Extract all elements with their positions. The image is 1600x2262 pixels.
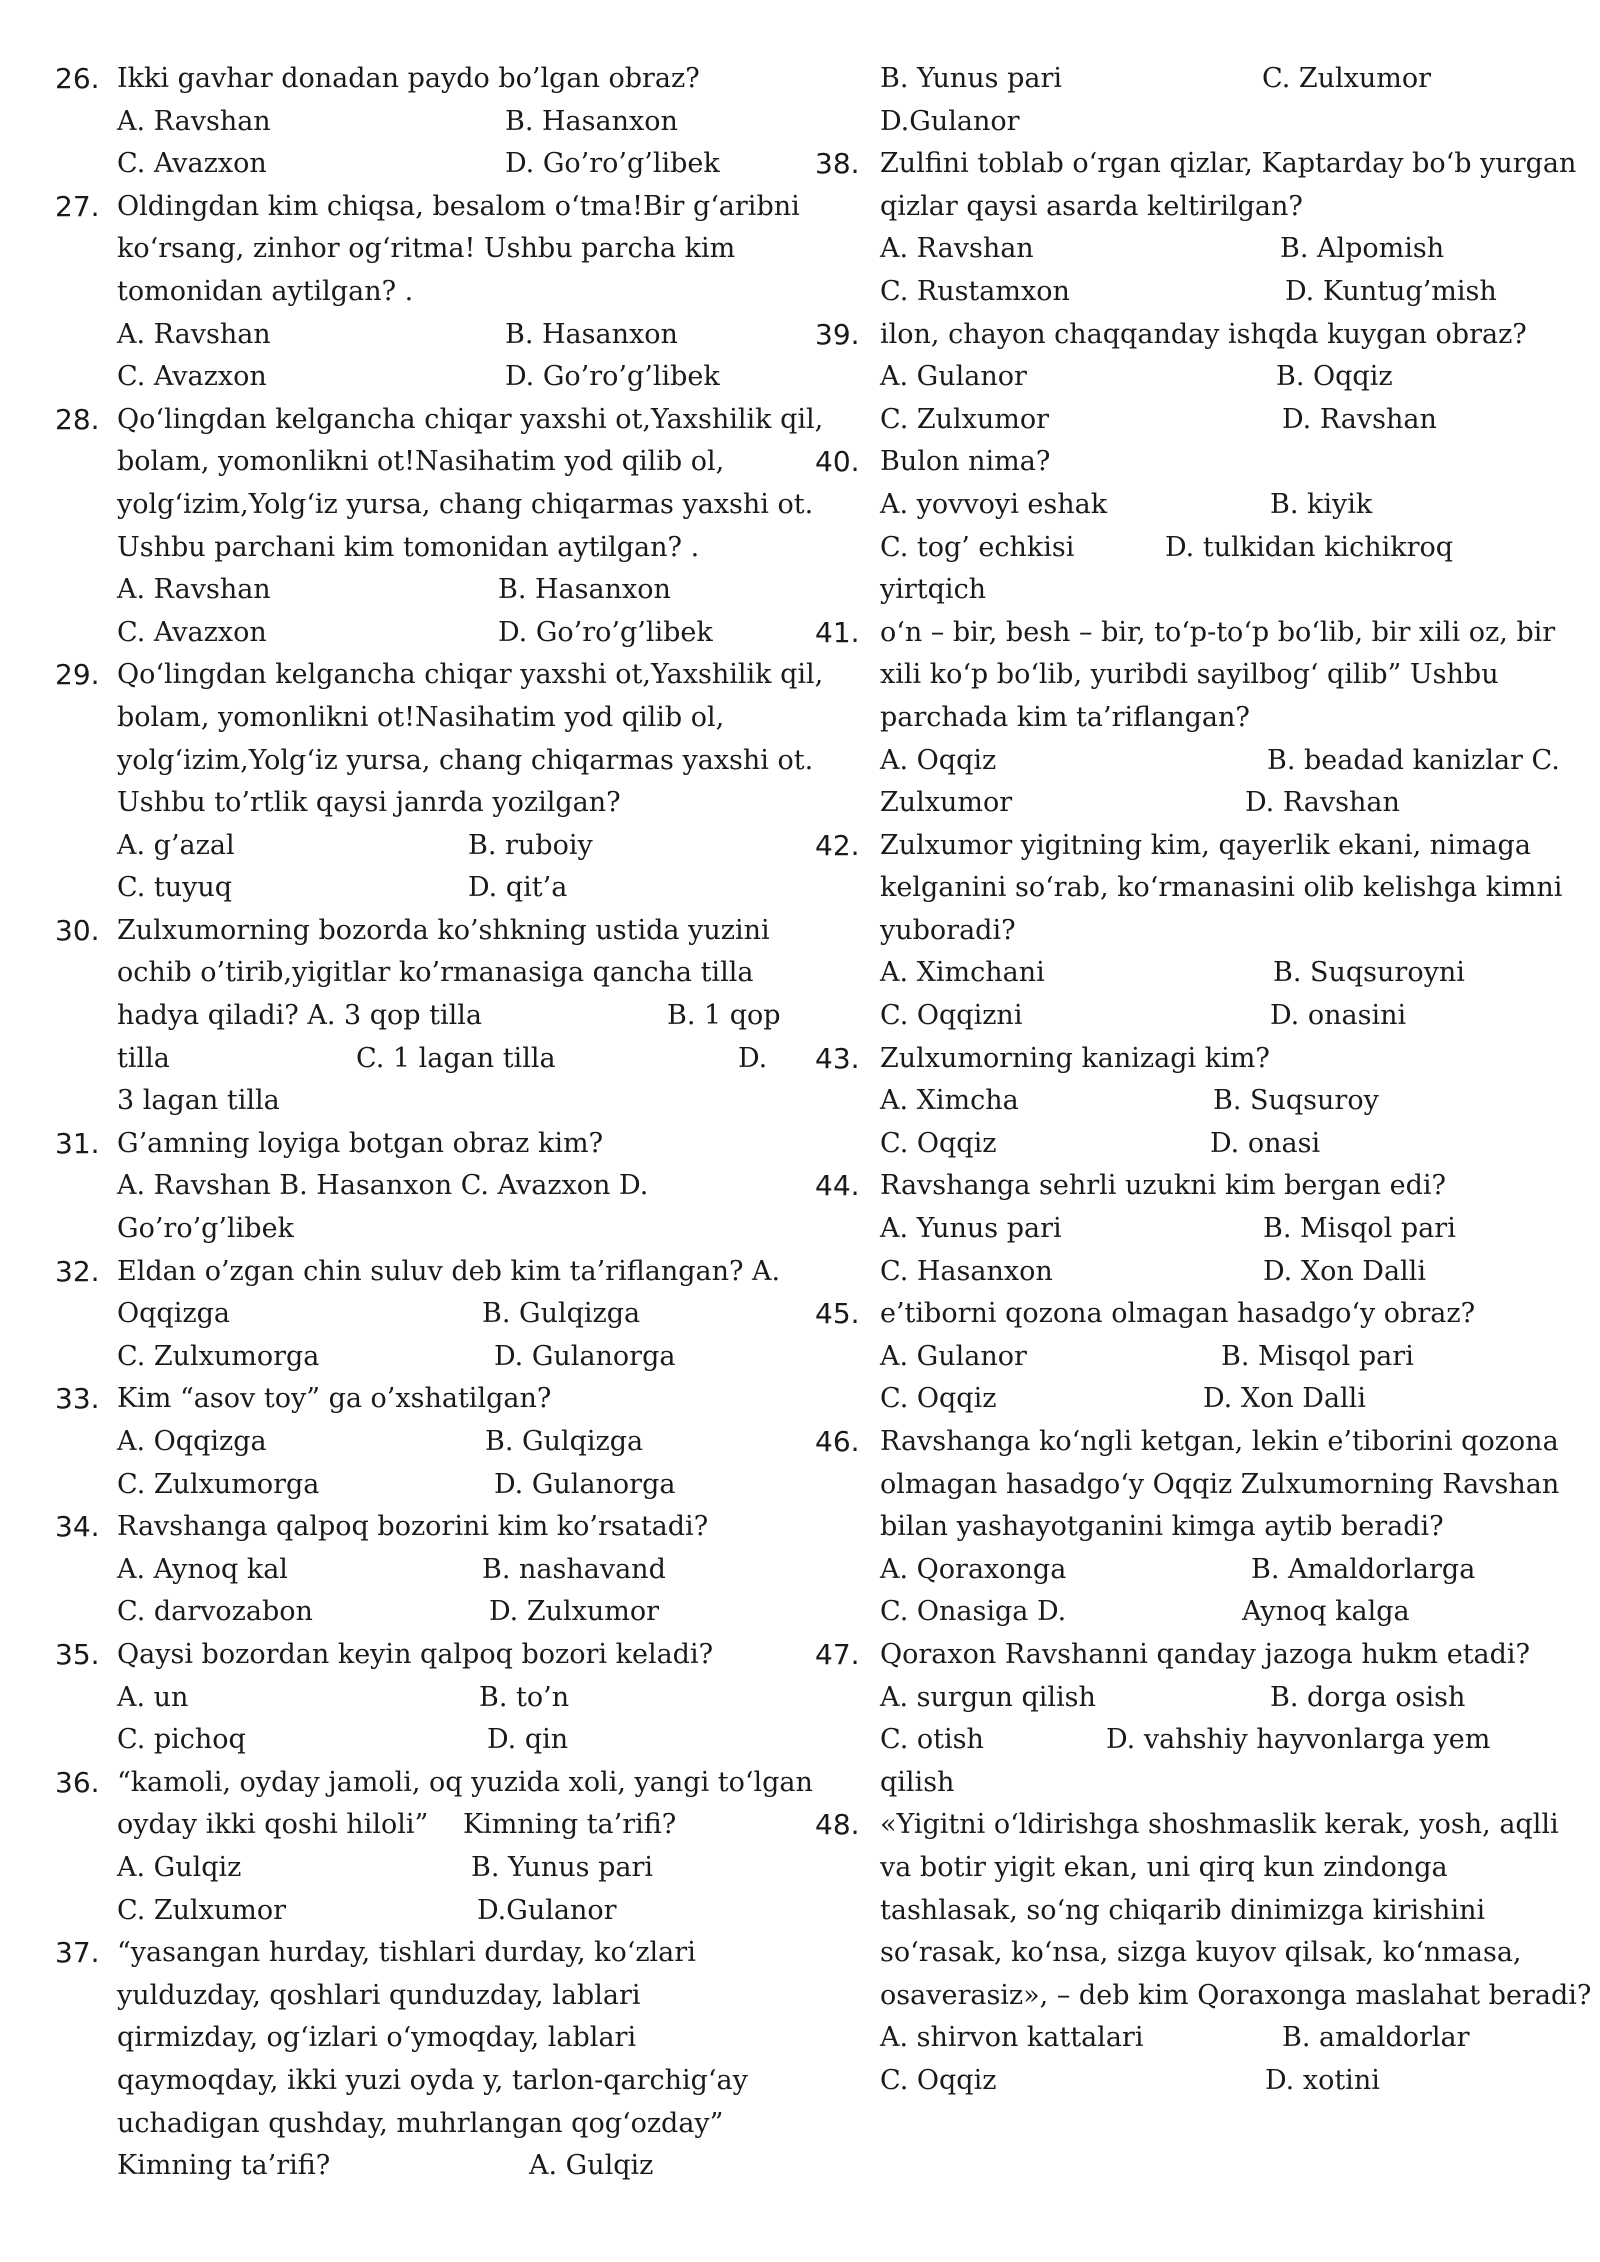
line-text: 3 lagan tilla xyxy=(117,1085,280,1117)
question-line xyxy=(55,1932,785,1975)
option-text: B. Gulqizga xyxy=(482,1298,641,1330)
text-line xyxy=(815,1847,1560,1890)
line-text: Zulxumorning bozorda ko’shkning ustida yuzini xyxy=(117,914,770,946)
question-line xyxy=(55,1506,785,1549)
line-text: olmagan hasadgo‘y Oqqiz Zulxumorning Ravshan xyxy=(880,1468,1560,1500)
question-number: 37. xyxy=(55,1936,100,1970)
line-text: Zulxumorning kanizagi kim? xyxy=(880,1042,1270,1074)
line-text: A. Ravshan xyxy=(880,233,1034,265)
text-line xyxy=(815,910,1560,953)
text-line xyxy=(815,1378,1560,1421)
text-line xyxy=(815,1932,1560,1975)
text-line xyxy=(55,2060,785,2103)
option-text: B. Misqol pari xyxy=(1221,1340,1414,1372)
line-text: C. tuyuq xyxy=(117,872,233,904)
text-line xyxy=(815,1591,1560,1634)
text-line xyxy=(815,186,1560,229)
line-text: bolam, yomonlikni ot!Nasihatim yod qilib ol, xyxy=(117,446,725,478)
option-text: D. xotini xyxy=(1265,2064,1380,2096)
option-text: B. Alpomish xyxy=(1280,233,1445,265)
text-line xyxy=(55,1975,785,2018)
line-text: A. Gulanor xyxy=(880,1340,1027,1372)
line-text: A. Yunus pari xyxy=(880,1213,1062,1245)
text-line xyxy=(815,271,1560,314)
line-text: qaymoqday, ikki yuzi oyda y, tarlon-qarchig‘ay xyxy=(117,2064,748,2096)
question-number: 35. xyxy=(55,1637,100,1671)
line-text: A. Ximcha xyxy=(880,1085,1019,1117)
line-text: Ushbu parchani kim tomonidan aytilgan? . xyxy=(117,531,700,563)
question-number: 27. xyxy=(55,189,100,223)
line-text: C. Avazxon xyxy=(117,616,267,648)
text-line xyxy=(55,1421,785,1464)
line-text: Qaysi bozordan keyin qalpoq bozori keladi? xyxy=(117,1638,714,1670)
option-text: C. 1 lagan tilla xyxy=(356,1042,556,1074)
text-line xyxy=(55,314,785,357)
text-line xyxy=(815,1549,1560,1592)
line-text: yulduzday, qoshlari qunduzday, lablari xyxy=(117,1979,641,2011)
question-number: 41. xyxy=(815,615,860,649)
line-text: A. un xyxy=(117,1681,189,1713)
line-text: C. Oqqiz xyxy=(880,2064,997,2096)
question-number: 33. xyxy=(55,1382,100,1416)
line-text: Bulon nima? xyxy=(880,446,1051,478)
line-text: C. Onasiga D. xyxy=(880,1596,1067,1628)
text-line xyxy=(55,952,785,995)
line-text: ochib o’tirib,yigitlar ko’rmanasiga qancha tilla xyxy=(117,957,754,989)
question-line xyxy=(815,825,1560,868)
line-text: Oldingdan kim chiqsa, besalom o‘tma!Bir g‘aribni xyxy=(117,190,800,222)
line-text: yolg‘izim,Yolg‘iz yursa, chang chiqarmas yaxshi ot. xyxy=(117,744,814,776)
text-line xyxy=(55,1804,785,1847)
option-text: B. kiyik xyxy=(1270,488,1373,520)
line-text: C. Oqqizni xyxy=(880,1000,1023,1032)
option-text: D. Go’ro’g’libek xyxy=(505,148,720,180)
question-number: 29. xyxy=(55,658,100,692)
option-text: D. vahshiy hayvonlarga yem xyxy=(1106,1724,1491,1756)
line-text: A. Ravshan B. Hasanxon C. Avazxon D. xyxy=(117,1170,649,1202)
left-column xyxy=(55,58,824,2188)
line-text: C. Zulxumorga xyxy=(117,1468,320,1500)
text-line xyxy=(815,654,1560,697)
option-text: D. onasini xyxy=(1270,1000,1407,1032)
question-number: 39. xyxy=(815,317,860,351)
question-line xyxy=(55,1762,813,1805)
text-line xyxy=(815,952,1560,995)
question-number: 42. xyxy=(815,828,860,862)
line-text: A. Ravshan xyxy=(117,105,271,137)
text-line xyxy=(55,612,785,655)
question-line xyxy=(815,314,1560,357)
line-text: va botir yigit ekan, uni qirq kun zindonga xyxy=(880,1851,1448,1883)
line-text: qirmizday, og‘izlari o‘ymoqday, lablari xyxy=(117,2022,637,2054)
text-line xyxy=(815,1677,1560,1720)
option-text: B. Suqsuroyni xyxy=(1273,957,1465,989)
line-text: parchada kim ta’riflangan? xyxy=(880,701,1250,733)
question-line xyxy=(815,1038,1560,1081)
line-text: Zulxumor xyxy=(880,787,1013,819)
question-line xyxy=(55,654,824,697)
question-number: 44. xyxy=(815,1169,860,1203)
line-text: C. tog’ echkisi xyxy=(880,531,1075,563)
text-line xyxy=(815,101,1560,144)
line-text: C. Zulxumor xyxy=(880,403,1050,435)
question-line xyxy=(55,1634,785,1677)
option-text: B. Amaldorlarga xyxy=(1251,1553,1476,1585)
line-text: ilon, chayon chaqqanday ishqda kuygan obraz? xyxy=(880,318,1527,350)
line-text: o‘n – bir, besh – bir, to‘p-to‘p bo‘lib, bir xili oz, bir xyxy=(880,616,1556,648)
text-line xyxy=(815,228,1560,271)
line-text: C. darvozabon xyxy=(117,1596,313,1628)
option-text: B. Misqol pari xyxy=(1263,1213,1456,1245)
line-text: Ravshanga qalpoq bozorini kim ko’rsatadi? xyxy=(117,1511,709,1543)
text-line xyxy=(815,995,1560,1038)
option-text: B. Hasanxon xyxy=(505,105,678,137)
line-text: hadya qiladi? A. 3 qop tilla xyxy=(117,1000,483,1032)
text-line xyxy=(55,527,785,570)
line-text: osaverasiz», – deb kim Qoraxonga maslahat beradi? xyxy=(880,1979,1592,2011)
question-line xyxy=(815,441,1560,484)
line-text: A. g’azal xyxy=(117,829,235,861)
question-line xyxy=(815,1634,1560,1677)
option-text: Kimning ta’rifi? xyxy=(463,1809,677,1841)
text-line xyxy=(815,484,1560,527)
question-number: 36. xyxy=(55,1765,100,1799)
option-text: D. Gulanorga xyxy=(494,1340,676,1372)
line-text: A. Ximchani xyxy=(880,957,1045,989)
option-text: A. Gulqiz xyxy=(529,2150,654,2182)
text-line xyxy=(815,1208,1560,1251)
question-line xyxy=(815,1421,1560,1464)
line-text: tilla xyxy=(117,1042,170,1074)
option-text: D. Xon Dalli xyxy=(1203,1383,1366,1415)
option-text: D. xyxy=(738,1042,768,1074)
text-line xyxy=(815,2017,1560,2060)
option-text: B. dorga osish xyxy=(1270,1681,1466,1713)
line-text: kelganini so‘rab, ko‘rmanasini olib kelishga kimni xyxy=(880,872,1563,904)
text-line xyxy=(815,1719,1560,1762)
text-line xyxy=(55,825,785,868)
line-text: yuboradi? xyxy=(880,914,1016,946)
text-line xyxy=(55,484,814,527)
text-line xyxy=(815,569,1560,612)
line-text: Ravshanga sehrli uzukni kim bergan edi? xyxy=(880,1170,1447,1202)
line-text: xili ko‘p bo‘lib, yuribdi sayilbog‘ qilib” Ushbu xyxy=(880,659,1499,691)
question-number: 30. xyxy=(55,913,100,947)
line-text: A. Aynoq kal xyxy=(117,1553,288,1585)
text-line xyxy=(55,867,785,910)
text-line xyxy=(55,1464,785,1507)
option-text: B. Hasanxon xyxy=(498,574,671,606)
line-text: D.Gulanor xyxy=(880,105,1020,137)
text-line xyxy=(55,441,785,484)
question-line xyxy=(55,1251,785,1294)
question-line xyxy=(815,1165,1560,1208)
line-text: A. Gulqiz xyxy=(117,1851,242,1883)
line-text: A. Ravshan xyxy=(117,574,271,606)
line-text: Qo‘lingdan kelgancha chiqar yaxshi ot,Yaxshilik qil, xyxy=(117,403,824,435)
question-line xyxy=(815,143,1577,186)
text-line xyxy=(815,1975,1592,2018)
line-text: A. Qoraxonga xyxy=(880,1553,1067,1585)
line-text: Ikki gavhar donadan paydo bo’lgan obraz? xyxy=(117,63,700,94)
text-line xyxy=(55,2103,785,2146)
option-text: B. Hasanxon xyxy=(505,318,678,350)
text-line xyxy=(55,569,785,612)
option-text: B. to’n xyxy=(479,1681,570,1713)
line-text: qizlar qaysi asarda keltirilgan? xyxy=(880,190,1303,222)
text-line xyxy=(55,101,785,144)
text-line xyxy=(55,1890,785,1933)
question-line xyxy=(55,1123,785,1166)
line-text: qilish xyxy=(880,1766,955,1798)
line-text: yolg‘izim,Yolg‘iz yursa, chang chiqarmas yaxshi ot. xyxy=(117,488,814,520)
text-line xyxy=(55,697,785,740)
text-line xyxy=(55,1038,785,1081)
line-text: B. Yunus pari xyxy=(880,63,1063,94)
question-number: 45. xyxy=(815,1297,860,1331)
option-text: D.Gulanor xyxy=(477,1894,617,1926)
question-number: 28. xyxy=(55,402,100,436)
line-text: Zulxumor yigitning kim, qayerlik ekani, nimaga xyxy=(880,829,1531,861)
line-text: C. Avazxon xyxy=(117,148,267,180)
line-text: Zulfini toblab o‘rgan qizlar, Kaptarday bo‘b yurgan xyxy=(880,148,1577,180)
option-text: B. Gulqizga xyxy=(485,1426,644,1457)
option-text: D. tulkidan kichikroq xyxy=(1165,531,1454,563)
text-line xyxy=(815,2060,1560,2103)
text-line xyxy=(55,1165,785,1208)
text-line xyxy=(55,228,785,271)
line-text: A. shirvon kattalari xyxy=(880,2022,1144,2054)
line-text: uchadigan qushday, muhrlangan qog‘ozday” xyxy=(117,2107,724,2139)
question-number: 48. xyxy=(815,1808,860,1842)
line-text: so‘rasak, ko‘nsa, sizga kuyov qilsak, ko‘nmasa, xyxy=(880,1937,1522,1969)
line-text: C. Zulxumorga xyxy=(117,1340,320,1372)
text-line xyxy=(815,399,1560,442)
text-line xyxy=(55,271,785,314)
line-text: C. Zulxumor xyxy=(117,1894,287,1926)
line-text: «Yigitni o‘ldirishga shoshmaslik kerak, yosh, aqlli xyxy=(880,1809,1559,1841)
option-text: D. Zulxumor xyxy=(489,1596,660,1628)
line-text: C. Avazxon xyxy=(117,361,267,393)
option-text: B. Oqqiz xyxy=(1276,361,1393,393)
right-column xyxy=(815,58,1592,2103)
line-text: Oqqizga xyxy=(117,1298,230,1330)
line-text: Kim “asov toy” ga o’xshatilgan? xyxy=(117,1383,552,1415)
option-text: B. Suqsuroy xyxy=(1213,1085,1379,1117)
line-text: Qo‘lingdan kelgancha chiqar yaxshi ot,Yaxshilik qil, xyxy=(117,659,824,691)
question-number: 38. xyxy=(815,147,860,181)
text-line xyxy=(55,740,814,783)
text-line xyxy=(55,1549,785,1592)
line-text: C. otish xyxy=(880,1724,984,1756)
line-text: tashlasak, so‘ng chiqarib dinimizga kirishini xyxy=(880,1894,1486,1926)
option-text: B. Yunus pari xyxy=(471,1851,654,1883)
text-line xyxy=(55,1336,785,1379)
line-text: Ushbu to’rtlik qaysi janrda yozilgan? xyxy=(117,787,621,819)
line-text: A. Gulanor xyxy=(880,361,1027,393)
question-number: 26. xyxy=(55,62,100,95)
line-text: A. Oqqizga xyxy=(117,1426,267,1457)
question-line xyxy=(55,186,800,229)
text-line xyxy=(55,1591,785,1634)
line-text: A. Ravshan xyxy=(117,318,271,350)
line-text: C. Oqqiz xyxy=(880,1383,997,1415)
text-line xyxy=(815,1251,1560,1294)
text-line xyxy=(55,1847,785,1890)
question-line xyxy=(55,399,824,442)
option-text: C. Zulxumor xyxy=(1262,63,1432,94)
option-text: D. Go’ro’g’libek xyxy=(505,361,720,393)
line-text: Qoraxon Ravshanni qanday jazoga hukm etadi? xyxy=(880,1638,1531,1670)
question-number: 31. xyxy=(55,1126,100,1160)
text-line xyxy=(815,1762,1560,1805)
line-text: bilan yashayotganini kimga aytib beradi? xyxy=(880,1511,1444,1543)
text-line xyxy=(815,867,1563,910)
question-number: 34. xyxy=(55,1510,100,1544)
line-text: e’tiborni qozona olmagan hasadgo‘y obraz? xyxy=(880,1298,1476,1330)
text-line xyxy=(815,1080,1560,1123)
line-text: C. pichoq xyxy=(117,1724,246,1756)
option-text: D. qin xyxy=(487,1724,569,1756)
text-line xyxy=(55,1208,785,1251)
option-text: B. 1 qop xyxy=(667,1000,781,1032)
line-text: Kimning ta’rifi? xyxy=(117,2150,331,2182)
text-line xyxy=(815,58,1560,101)
text-line xyxy=(55,2145,785,2188)
line-text: C. Rustamxon xyxy=(880,275,1070,307)
option-text: D. onasi xyxy=(1210,1127,1321,1159)
text-line xyxy=(55,1080,785,1123)
option-text: B. amaldorlar xyxy=(1282,2022,1470,2054)
line-text: bolam, yomonlikni ot!Nasihatim yod qilib ol, xyxy=(117,701,725,733)
line-text: “kamoli, oyday jamoli, oq yuzida xoli, yangi to‘lgan xyxy=(117,1766,813,1798)
text-line xyxy=(815,1890,1560,1933)
option-text: B. beadad kanizlar C. xyxy=(1267,744,1560,776)
text-line xyxy=(815,1123,1560,1166)
line-text: tomonidan aytilgan? . xyxy=(117,275,414,307)
line-text: yirtqich xyxy=(880,574,987,606)
text-line xyxy=(815,697,1560,740)
question-line xyxy=(55,910,785,953)
option-text: B. ruboiy xyxy=(468,829,593,861)
question-number: 32. xyxy=(55,1254,100,1288)
text-line xyxy=(55,782,785,825)
text-line xyxy=(815,782,1560,825)
line-text: Go’ro’g’libek xyxy=(117,1213,294,1245)
text-line xyxy=(815,1464,1560,1507)
line-text: Eldan o’zgan chin suluv deb kim ta’riflangan? A. xyxy=(117,1255,781,1287)
option-text: B. nashavand xyxy=(482,1553,666,1585)
question-line xyxy=(815,1804,1560,1847)
text-line xyxy=(55,2017,785,2060)
line-text: C. Hasanxon xyxy=(880,1255,1053,1287)
option-text: D. Go’ro’g’libek xyxy=(498,616,713,648)
question-line xyxy=(815,1293,1560,1336)
line-text: A. yovvoyi eshak xyxy=(880,488,1108,520)
question-number: 47. xyxy=(815,1637,860,1671)
line-text: C. Oqqiz xyxy=(880,1127,997,1159)
option-text: D. Xon Dalli xyxy=(1263,1255,1426,1287)
text-line xyxy=(815,740,1560,783)
option-text: D. qit’a xyxy=(468,872,568,904)
text-line xyxy=(55,356,785,399)
question-number: 40. xyxy=(815,445,860,479)
option-text: D. Gulanorga xyxy=(494,1468,676,1500)
question-line xyxy=(55,1378,785,1421)
question-line xyxy=(55,58,785,101)
text-line xyxy=(55,1677,785,1720)
line-text: G’amning loyiga botgan obraz kim? xyxy=(117,1127,604,1159)
option-text: D. Ravshan xyxy=(1282,403,1437,435)
option-text: D. Kuntug’mish xyxy=(1285,275,1497,307)
text-line xyxy=(815,1336,1560,1379)
line-text: A. surgun qilish xyxy=(880,1681,1096,1713)
question-number: 46. xyxy=(815,1425,860,1458)
text-line xyxy=(55,995,785,1038)
question-line xyxy=(815,612,1560,655)
text-line xyxy=(55,143,785,186)
text-line xyxy=(815,356,1560,399)
question-number: 43. xyxy=(815,1041,860,1075)
text-line xyxy=(55,1293,785,1336)
line-text: A. Oqqiz xyxy=(880,744,997,776)
option-text: Aynoq kalga xyxy=(1242,1596,1410,1628)
line-text: Ravshanga ko‘ngli ketgan, lekin e’tiborini qozona xyxy=(880,1426,1559,1457)
option-text: D. Ravshan xyxy=(1245,787,1400,819)
text-line xyxy=(815,1506,1560,1549)
line-text: “yasangan hurday, tishlari durday, ko‘zlari xyxy=(117,1937,696,1969)
line-text: ko‘rsang, zinhor og‘ritma! Ushbu parcha kim xyxy=(117,233,736,265)
line-text: oyday ikki qoshi hiloli” xyxy=(117,1809,429,1841)
text-line xyxy=(815,527,1560,570)
text-line xyxy=(55,1719,785,1762)
